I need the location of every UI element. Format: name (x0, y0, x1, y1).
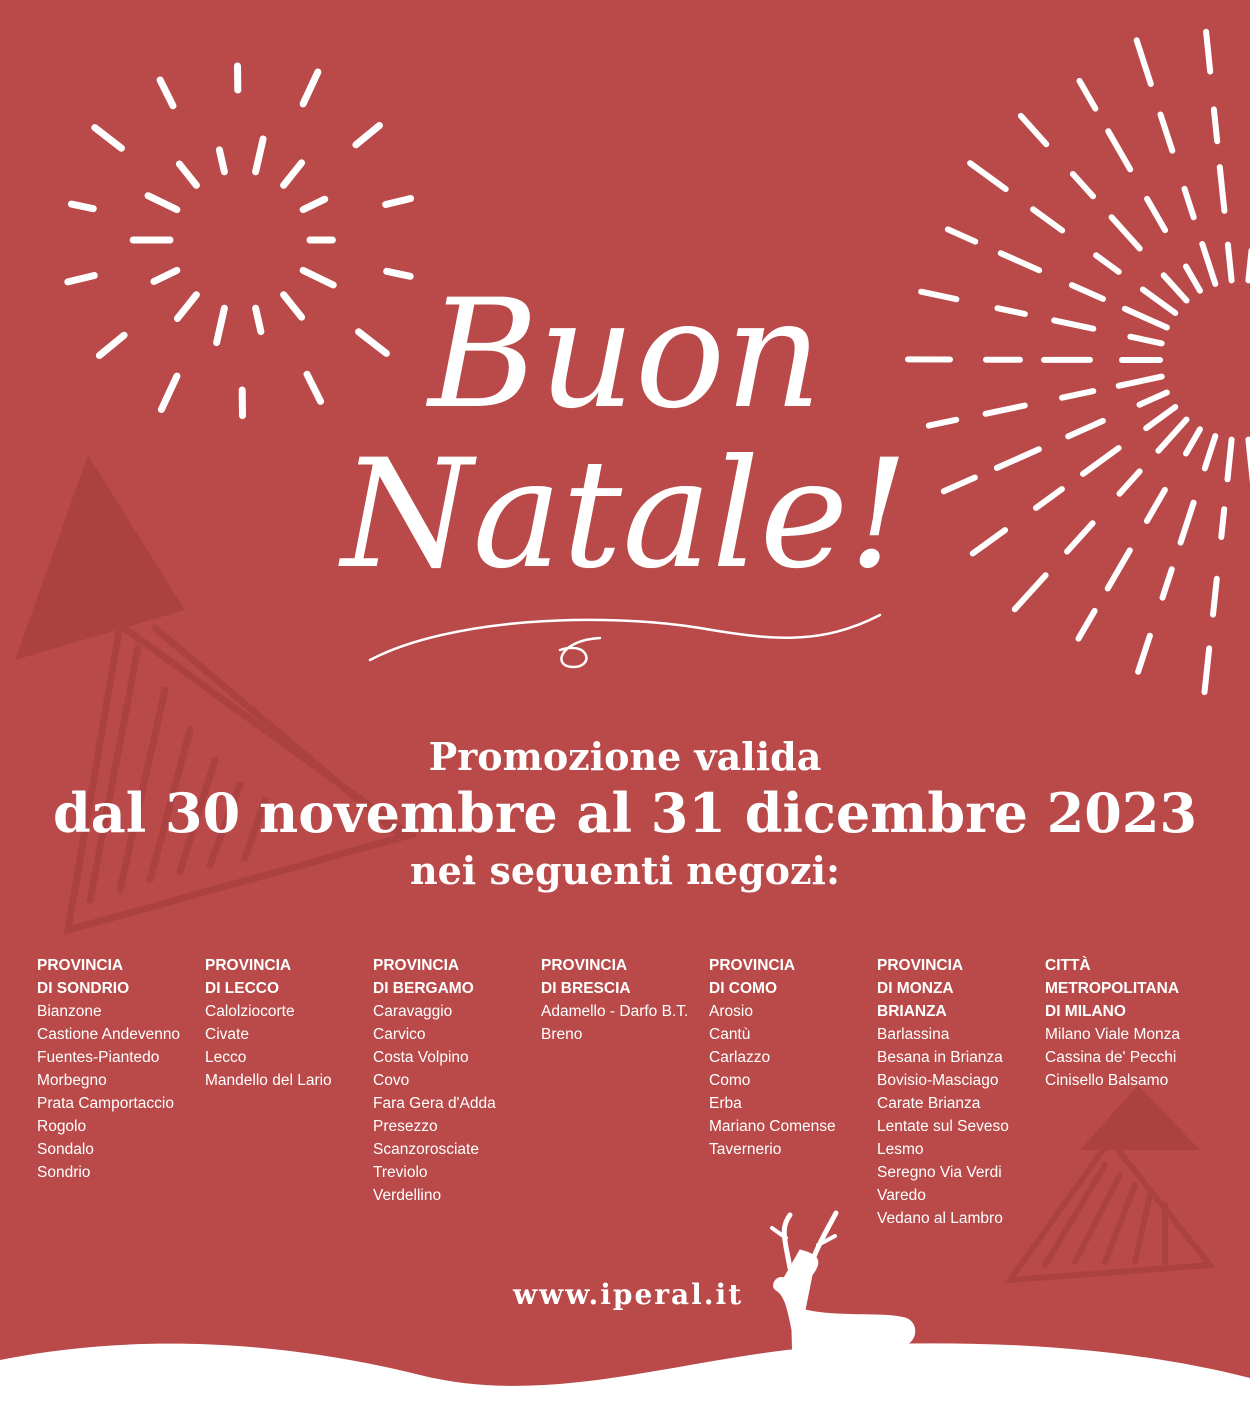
store-name: Scanzorosciate (373, 1141, 479, 1158)
store-name: Fuentes-Piantedo (37, 1049, 160, 1066)
promo-line1: Promozione valida (428, 734, 822, 779)
province-heading: METROPOLITANA (1045, 980, 1180, 997)
province-heading: DI BERGAMO (373, 980, 474, 997)
store-name: Bovisio-Masciago (877, 1072, 999, 1089)
store-name: Carvico (373, 1026, 426, 1043)
store-name: Cinisello Balsamo (1045, 1072, 1169, 1089)
province-column (373, 954, 541, 1207)
store-name: Carate Brianza (877, 1095, 981, 1112)
store-name: Lecco (205, 1049, 247, 1066)
store-name: Mariano Comense (709, 1118, 836, 1135)
province-column (1045, 954, 1213, 1092)
store-name: Como (709, 1072, 751, 1089)
province-heading: DI COMO (709, 980, 778, 997)
province-heading: PROVINCIA (877, 957, 964, 974)
promo-dates: dal 30 novembre al 31 dicembre 2023 (52, 781, 1198, 845)
store-name: Cassina de' Pecchi (1045, 1049, 1177, 1066)
province-column (709, 954, 877, 1161)
store-name: Arosio (709, 1003, 753, 1020)
store-name: Cantù (709, 1026, 751, 1043)
province-heading: DI BRESCIA (541, 980, 631, 997)
store-name: Vedano al Lambro (877, 1210, 1003, 1227)
province-heading: DI SONDRIO (37, 980, 130, 997)
province-column (877, 954, 1045, 1230)
province-heading: PROVINCIA (37, 957, 124, 974)
store-name: Costa Volpino (373, 1049, 469, 1066)
store-name: Civate (205, 1026, 249, 1043)
snow-ground (0, 1343, 1250, 1420)
title-natale: Natale! (341, 428, 909, 602)
store-name: Treviolo (373, 1164, 428, 1181)
store-name: Sondrio (37, 1164, 91, 1181)
store-name: Verdellino (373, 1187, 442, 1204)
store-name: Seregno Via Verdi (877, 1164, 1002, 1181)
province-heading: DI LECCO (205, 980, 280, 997)
store-name: Lentate sul Seveso (877, 1118, 1009, 1135)
province-heading: PROVINCIA (709, 957, 796, 974)
store-name: Mandello del Lario (205, 1072, 332, 1089)
province-heading: PROVINCIA (373, 957, 460, 974)
store-name: Covo (373, 1072, 410, 1089)
province-column (37, 954, 205, 1184)
province-column (541, 954, 709, 1046)
province-heading: PROVINCIA (205, 957, 292, 974)
store-name: Presezzo (373, 1118, 438, 1135)
province-heading: CITTÀ (1045, 957, 1091, 974)
store-name: Adamello - Darfo B.T. (541, 1003, 689, 1020)
title-buon: Buon (428, 268, 822, 442)
store-name: Breno (541, 1026, 583, 1043)
store-name: Varedo (877, 1187, 926, 1204)
store-name: Prata Camportaccio (37, 1095, 174, 1112)
store-name: Morbegno (37, 1072, 107, 1089)
store-name: Calolziocorte (205, 1003, 295, 1020)
store-name: Erba (709, 1095, 742, 1112)
store-name: Bianzone (37, 1003, 102, 1020)
province-heading: PROVINCIA (541, 957, 628, 974)
province-heading: DI MILANO (1045, 1003, 1126, 1020)
store-name: Besana in Brianza (877, 1049, 1003, 1066)
store-name: Barlassina (877, 1026, 950, 1043)
promo-line3: nei seguenti negozi: (409, 848, 841, 893)
store-name: Carlazzo (709, 1049, 771, 1066)
store-name: Fara Gera d'Adda (373, 1095, 496, 1112)
province-column (205, 954, 373, 1092)
province-heading: DI MONZA (877, 980, 954, 997)
store-name: Rogolo (37, 1118, 87, 1135)
store-name: Lesmo (877, 1141, 924, 1158)
province-heading: BRIANZA (877, 1003, 947, 1020)
store-name: Castione Andevenno (37, 1026, 181, 1043)
store-name: Milano Viale Monza (1045, 1026, 1180, 1043)
store-name: Caravaggio (373, 1003, 453, 1020)
website-link[interactable]: www.iperal.it (513, 1278, 744, 1311)
store-name: Sondalo (37, 1141, 94, 1158)
flourish-icon (370, 615, 880, 667)
store-name: Tavernerio (709, 1141, 782, 1158)
